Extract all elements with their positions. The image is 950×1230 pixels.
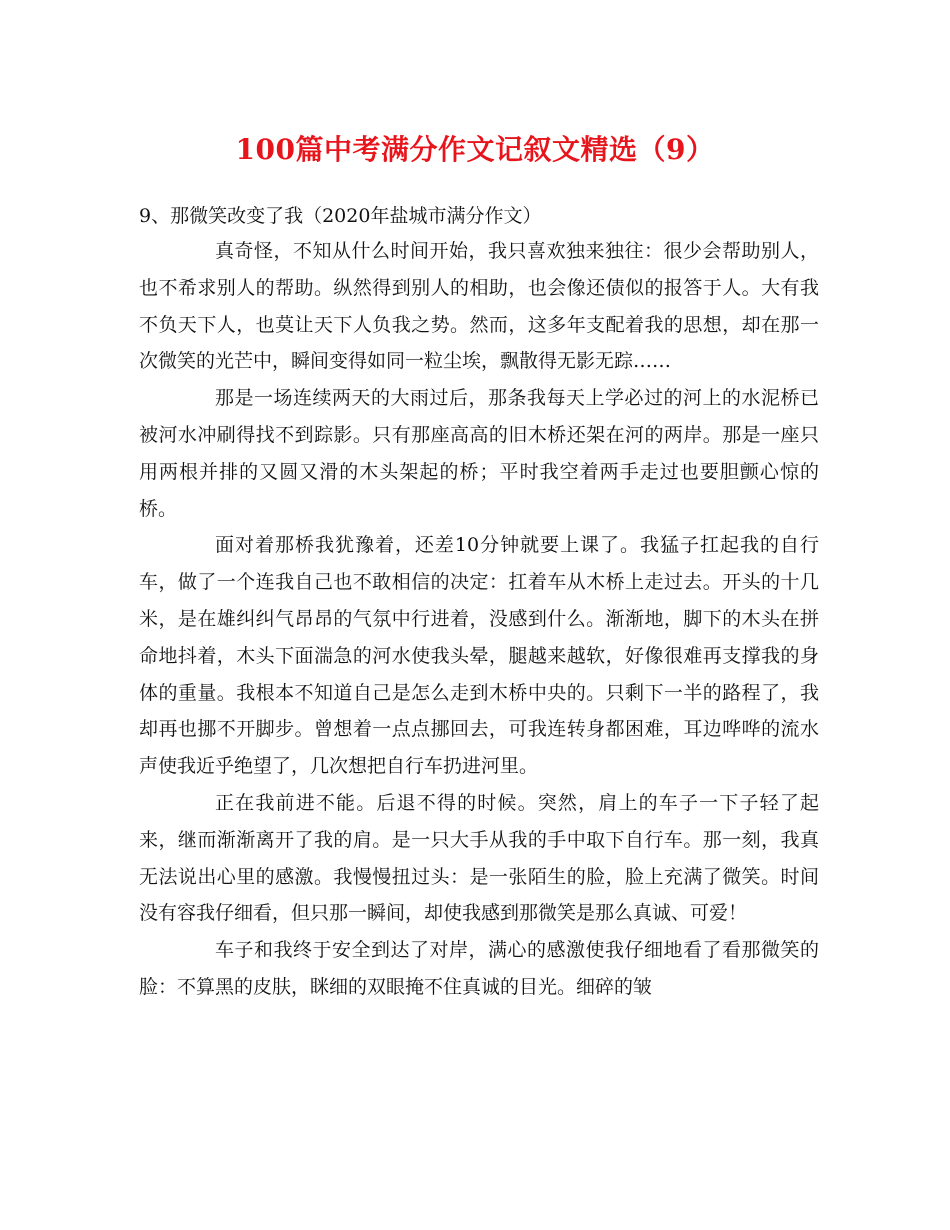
essay-heading: 9、那微笑改变了我（2020年盐城市满分作文）: [139, 205, 542, 227]
document-body: [139, 200, 819, 1006]
document-title: 100篇中考满分作文记叙文精选（9）: [235, 133, 715, 166]
paragraph-3: 面对着那桥我犹豫着，还差10分钟就要上课了。我猛子扛起我的自行车，做了一个连我自己也不敢相信的决定：扛着车从木桥上走过去。开头的十几米，是在雄纠纠气昂昂的气氛中行进着，没感到什么。渐渐地，脚下的木头在拼命地抖着，木头下面湍急的河水使我头晕，腿越来越软，好像很难再支撑我的身体的重量。我根本不知道自己是怎么走到木桥中央的。只剩下一半的路程了，我却再也挪不开脚步。曾想着一点点挪回去，可我连转身都困难，耳边哗哗的流水声使我近乎绝望了，几次想把自行车扔进河里。: [139, 534, 819, 778]
paragraph-2: 那是一场连续两天的大雨过后，那条我每天上学必过的河上的水泥桥已被河水冲刷得找不到踪影。只有那座高高的旧木桥还架在河的两岸。那是一座只用两根并排的又圆又滑的木头架起的桥；平时我空着两手走过也要胆颤心惊的桥。: [139, 387, 819, 520]
paragraph-1: 真奇怪，不知从什么时间开始，我只喜欢独来独往：很少会帮助别人，也不希求别人的帮助。纵然得到别人的相助，也会像还债似的报答于人。大有我不负天下人，也莫让天下人负我之势。然而，这多年支配着我的思想，却在那一次微笑的光芒中，瞬间变得如同一粒尘埃，飘散得无影无踪……: [139, 240, 819, 373]
paragraph-4: 正在我前进不能。后退不得的时候。突然，肩上的车子一下子轻了起来，继而渐渐离开了我的肩。是一只大手从我的手中取下自行车。那一刻，我真无法说出心里的感激。我慢慢扭过头：是一张陌生的脸，脸上充满了微笑。时间没有容我仔细看，但只那一瞬间，却使我感到那微笑是那么真诚、可爱！: [139, 791, 819, 925]
paragraph-5: 车子和我终于安全到达了对岸，满心的感激使我仔细地看了看那微笑的脸：不算黑的皮肤，眯细的双眼掩不住真诚的目光。细碎的皱: [139, 939, 819, 998]
